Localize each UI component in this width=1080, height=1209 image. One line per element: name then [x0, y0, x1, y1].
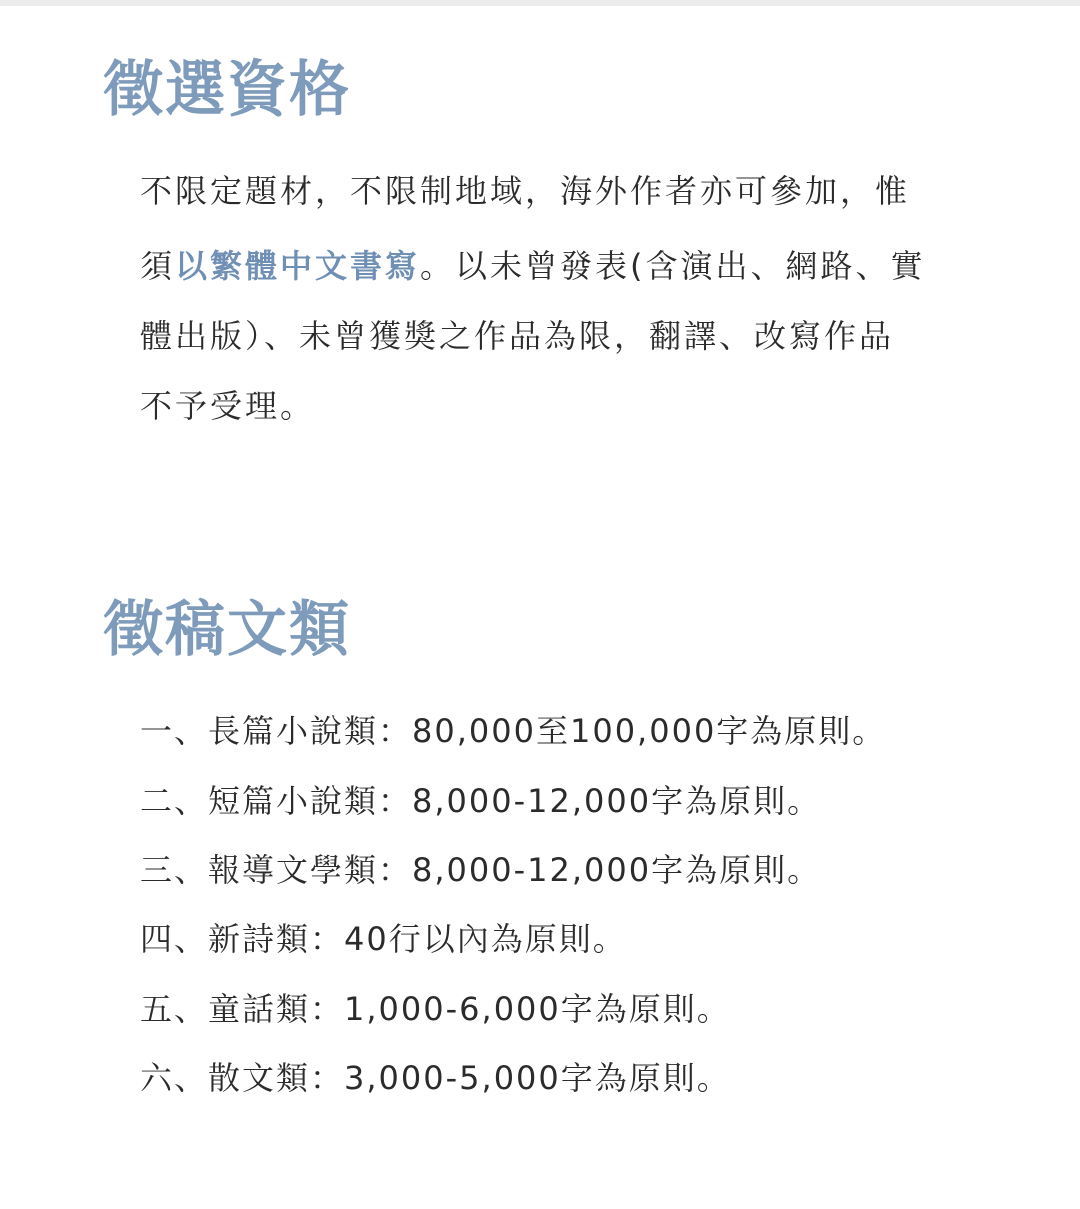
eligibility-line-4: 不予受理。: [140, 387, 316, 425]
eligibility-line-3: 體出版）、未曾獲獎之作品為限，翻譯、改寫作品: [140, 317, 895, 355]
eligibility-line-1: 不限定題材，不限制地域，海外作者亦可參加，惟: [140, 172, 911, 210]
eligibility-heading: 徵選資格: [103, 55, 351, 125]
eligibility-line-2-suffix: 。以未曾發表(含演出、網路、實: [420, 247, 926, 285]
category-prose: 六、散文類：3,000-5,000字為原則。: [140, 1059, 731, 1097]
category-fairy-tale: 五、童話類：1,000-6,000字為原則。: [140, 990, 731, 1028]
categories-heading: 徵稿文類: [103, 595, 351, 665]
category-novel-long: 一、長篇小說類：80,000至100,000字為原則。: [140, 712, 887, 750]
traditional-chinese-requirement: 以繁體中文書寫: [175, 247, 421, 285]
category-poetry: 四、新詩類：40行以內為原則。: [140, 920, 627, 958]
category-reportage: 三、報導文學類：8,000-12,000字為原則。: [140, 851, 822, 889]
top-divider: [0, 0, 1080, 6]
category-novel-short: 二、短篇小說類：8,000-12,000字為原則。: [140, 782, 822, 820]
eligibility-line-2: [140, 247, 926, 285]
eligibility-line-2-prefix: 須: [140, 247, 176, 285]
